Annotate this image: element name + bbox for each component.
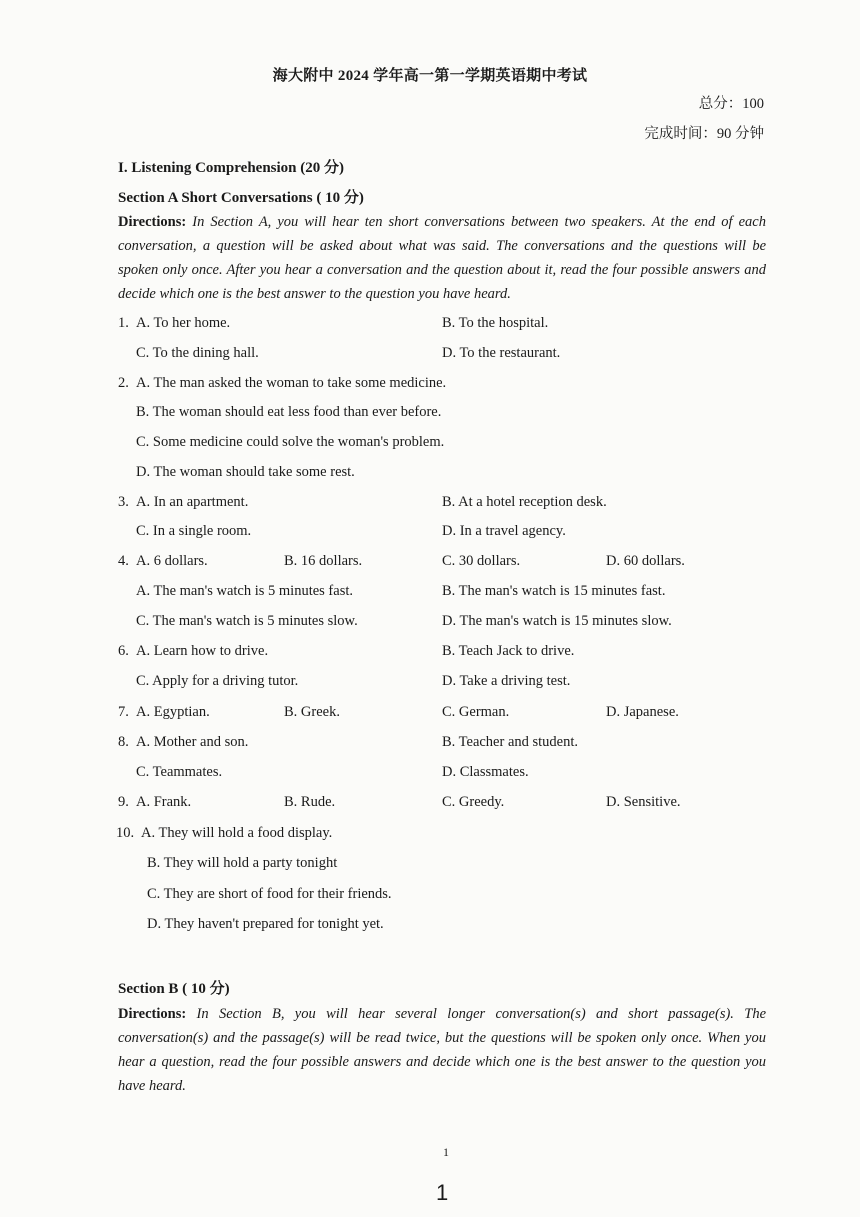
answer-option-a: A. 6 dollars. [136,553,208,569]
answer-option-d: D. They haven't prepared for tonight yet. [147,916,384,932]
answer-option-d: D. Japanese. [606,704,679,720]
page-number-large: 1 [436,1180,449,1205]
section-a-directions [118,210,766,306]
answer-option-c: C. They are short of food for their friends. [147,886,392,902]
directions-label: Directions: [118,214,187,230]
answer-option-d: D. To the restaurant. [442,345,561,361]
section-a-heading: Section A Short Conversations ( 10 分) [118,190,364,206]
answer-option-c: C. In a single room. [136,523,252,539]
answer-option-d: D. The man's watch is 15 minutes slow. [442,613,672,629]
answer-option-c: C. Greedy. [442,794,505,810]
answer-option-a: A. The man asked the woman to take some medicine. [136,375,447,391]
answer-option-c: C. The man's watch is 5 minutes slow. [136,613,358,629]
time-limit: 完成时间：90 分钟 [644,126,764,142]
question-number: 10. [116,825,135,841]
answer-option-c: C. To the dining hall. [136,345,259,361]
answer-option-b: B. To the hospital. [442,315,549,331]
answer-option-b: B. Teacher and student. [442,734,579,750]
answer-option-a: A. The man's watch is 5 minutes fast. [136,583,353,599]
question-number: 3. [118,494,129,510]
directions-text: In Section B, you will hear several longer conversation(s) and short passage(s). The conversation(s) and the passage(s) will be read twice, but the questions will be spoken only once. When you hear a question, read the four possible answers and decide which one is the best answer to the question you have heard. [118,1006,767,1094]
question-number: 9. [118,794,129,810]
answer-option-a: A. In an apartment. [136,494,249,510]
exam-title: 海大附中 2024 学年高一第一学期英语期中考试 [272,68,588,84]
answer-option-a: A. Mother and son. [136,734,249,750]
answer-option-a: A. To her home. [136,315,231,331]
question-number: 1. [118,315,129,331]
answer-option-c: C. Some medicine could solve the woman's problem. [136,434,445,450]
part1-heading: I. Listening Comprehension (20 分) [118,160,344,176]
total-score: 总分：100 [698,96,764,112]
answer-option-c: C. Apply for a driving tutor. [136,673,299,689]
section-b-heading: Section B ( 10 分) [118,981,230,997]
answer-option-c: C. 30 dollars. [442,553,521,569]
answer-option-b: B. They will hold a party tonight [147,855,338,871]
section-b-directions [118,1002,766,1098]
answer-option-b: B. At a hotel reception desk. [442,494,607,510]
answer-option-a: A. They will hold a food display. [141,825,333,841]
question-number: 7. [118,704,129,720]
answer-option-b: B. The woman should eat less food than ever before. [136,404,442,420]
answer-option-d: D. Take a driving test. [442,673,571,689]
answer-option-d: D. In a travel agency. [442,523,566,539]
answer-option-b: B. Greek. [284,704,340,720]
answer-option-b: B. The man's watch is 15 minutes fast. [442,583,666,599]
answer-option-d: D. 60 dollars. [606,553,685,569]
directions-text: In Section A, you will hear ten short conversations between two speakers. At the end of each conversation, a question will be asked about what was said. The conversations and the questions will be spoken only once. After you hear a conversation and the question about it, read the four possible answers and decide which one is the best answer to the question you have heard. [118,214,766,302]
answer-option-d: D. Classmates. [442,764,529,780]
answer-option-a: A. Learn how to drive. [136,643,269,659]
answer-option-d: D. The woman should take some rest. [136,464,355,480]
answer-option-a: A. Egyptian. [136,704,210,720]
answer-option-d: D. Sensitive. [606,794,681,810]
answer-option-b: B. 16 dollars. [284,553,363,569]
question-number: 6. [118,643,129,659]
question-number: 2. [118,375,129,391]
question-number: 4. [118,553,129,569]
answer-option-c: C. Teammates. [136,764,223,780]
directions-label: Directions: [118,1006,187,1022]
answer-option-b: B. Rude. [284,794,336,810]
page-number: 1 [443,1145,449,1159]
answer-option-c: C. German. [442,704,510,720]
answer-option-b: B. Teach Jack to drive. [442,643,575,659]
answer-option-a: A. Frank. [136,794,192,810]
question-number: 8. [118,734,129,750]
